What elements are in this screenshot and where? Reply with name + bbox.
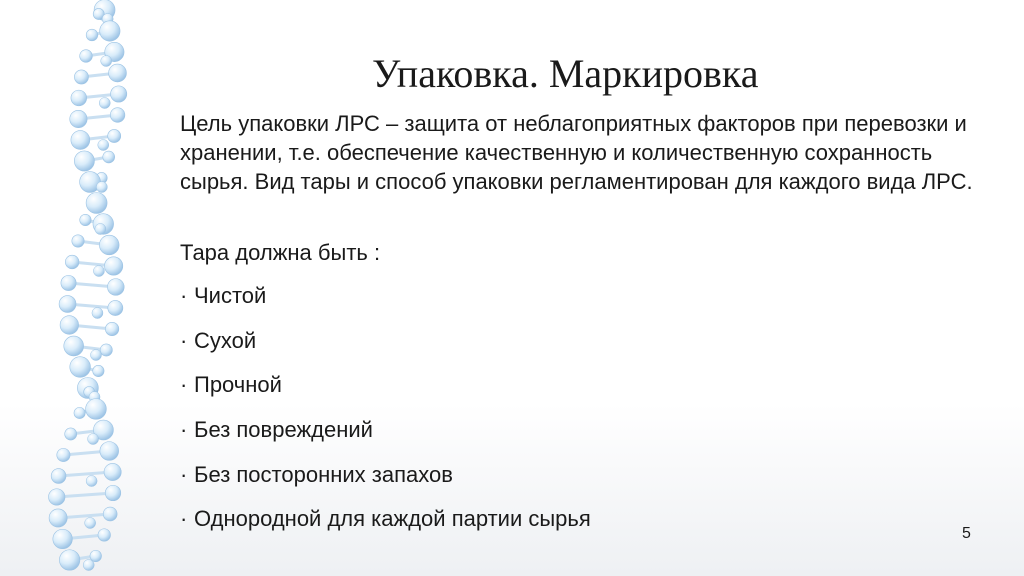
helix-sphere — [57, 448, 70, 461]
helix-sphere — [65, 428, 77, 440]
bullet-marker: · — [180, 283, 188, 308]
helix-sphere — [71, 90, 87, 106]
container-requirements-heading: Тара должна быть : — [180, 240, 381, 265]
helix-sphere — [80, 50, 93, 63]
helix-sphere — [71, 131, 90, 150]
list-item-text: Без посторонних запахов — [194, 461, 453, 487]
helix-sphere — [86, 29, 98, 41]
helix-sphere — [92, 308, 103, 319]
helix-sphere — [86, 476, 97, 487]
helix-sphere — [107, 279, 124, 296]
helix-sphere — [86, 399, 107, 420]
helix-sphere — [51, 469, 66, 484]
helix-sphere — [59, 296, 76, 313]
helix-sphere — [104, 463, 121, 480]
list-item — [180, 506, 591, 551]
list-item-text: Без повреждений — [194, 417, 373, 443]
helix-sphere — [108, 129, 121, 142]
helix-sphere — [72, 235, 84, 247]
helix-sphere — [59, 550, 79, 570]
helix-sphere — [111, 86, 127, 102]
helix-sphere — [100, 344, 112, 356]
helix-sphere — [99, 235, 119, 255]
helix-sphere — [65, 255, 79, 269]
bullet-marker: · — [180, 461, 188, 487]
dna-helix-decoration — [0, 0, 170, 576]
helix-sphere — [105, 485, 121, 501]
helix-sphere — [95, 224, 106, 235]
helix-sphere — [100, 442, 119, 461]
helix-sphere — [61, 275, 76, 290]
bullet-marker: · — [180, 417, 188, 443]
helix-sphere — [101, 56, 112, 67]
list-item-text: Однородной для каждой партии сырья — [194, 506, 591, 532]
list-item-text: Чистой — [194, 283, 267, 308]
helix-sphere — [90, 350, 101, 361]
helix-sphere — [98, 140, 109, 151]
helix-sphere — [49, 509, 67, 527]
helix-sphere — [93, 365, 104, 376]
helix-sphere — [99, 98, 110, 109]
helix-sphere — [103, 151, 115, 163]
helix-sphere — [109, 64, 127, 82]
helix-sphere — [100, 21, 120, 41]
helix-sphere — [86, 193, 107, 214]
helix-sphere — [70, 110, 87, 127]
list-item-text: Прочной — [194, 372, 282, 398]
helix-sphere — [93, 266, 104, 277]
list-item — [180, 417, 591, 462]
helix-sphere — [103, 507, 117, 521]
helix-sphere — [74, 70, 88, 84]
helix-sphere — [74, 407, 85, 418]
bullet-marker: · — [180, 372, 188, 398]
helix-sphere — [74, 151, 94, 171]
bullet-marker: · — [180, 327, 188, 353]
helix-sphere — [80, 214, 91, 225]
helix-sphere — [53, 529, 72, 548]
helix-sphere — [98, 529, 111, 542]
helix-sphere — [85, 518, 96, 529]
slide-title: Упаковка. Маркировка — [372, 51, 759, 96]
list-item — [180, 372, 591, 417]
list-item-text: Сухой — [194, 327, 257, 353]
helix-sphere — [104, 257, 122, 275]
requirements-list — [180, 283, 591, 551]
list-item — [180, 462, 591, 507]
helix-sphere — [108, 300, 123, 315]
helix-sphere — [60, 316, 79, 335]
helix-sphere — [64, 336, 84, 356]
helix-sphere — [105, 322, 118, 335]
helix-sphere — [88, 434, 99, 445]
bullet-marker: · — [180, 506, 188, 532]
helix-sphere — [90, 550, 102, 562]
intro-paragraph: Цель упаковки ЛРС – защита от неблагоприятных факторов при перевозки и хранении, т.е. обеспечение качественную и количественную сохранность сырья. Вид тары и способ упаковки регламентирован для каждого вида ЛРС. — [180, 111, 973, 194]
list-item — [180, 283, 591, 328]
helix-sphere — [110, 108, 125, 123]
list-item — [180, 328, 591, 373]
page-number: 5 — [962, 525, 971, 542]
helix-sphere — [83, 560, 94, 571]
helix-sphere — [49, 489, 65, 505]
helix-sphere — [96, 182, 107, 193]
helix-sphere — [70, 357, 91, 378]
